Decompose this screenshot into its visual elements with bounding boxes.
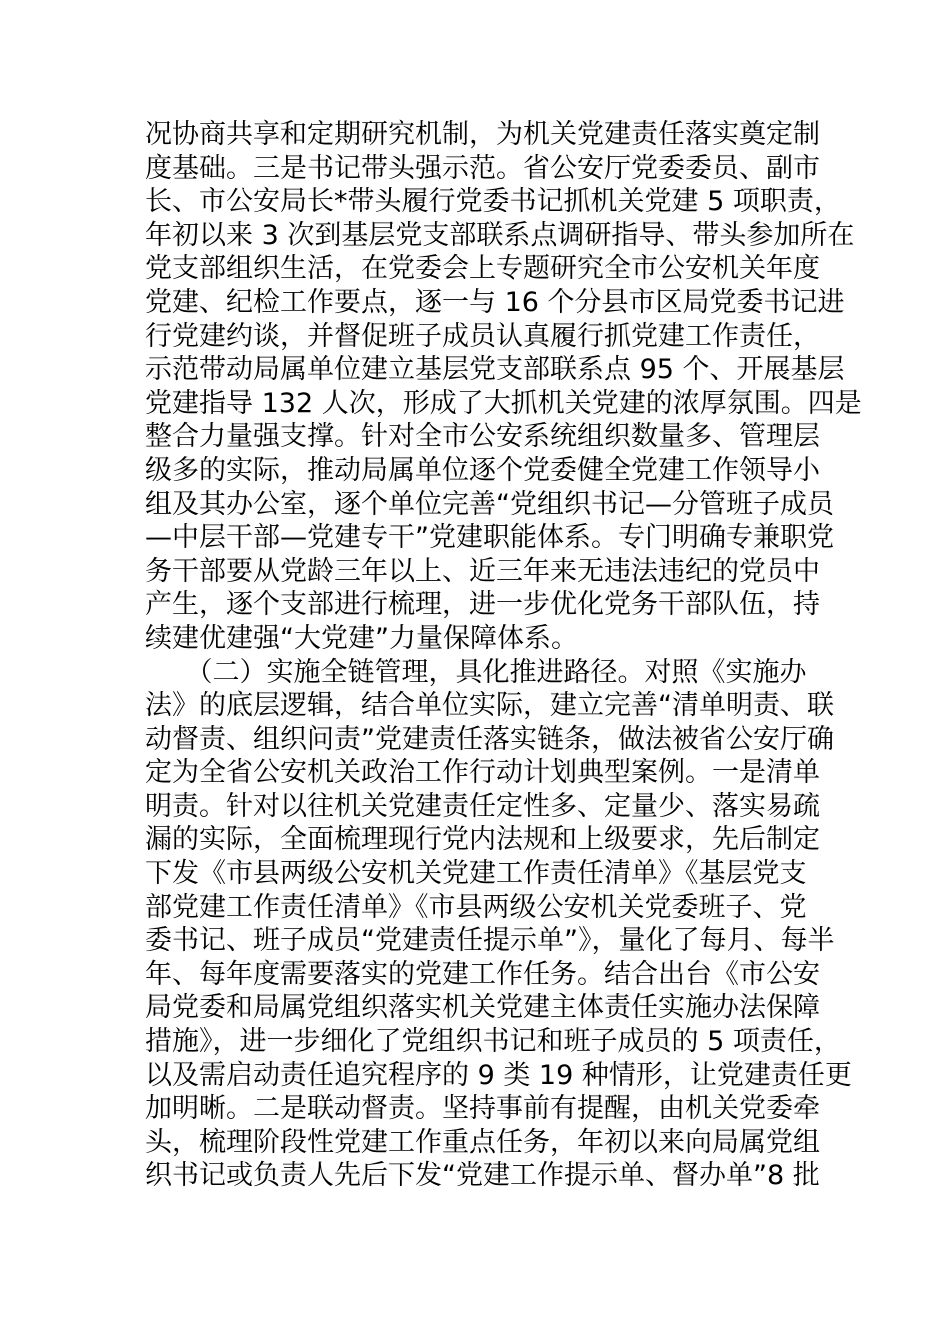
text-line: 法》的底层逻辑，结合单位实际，建立完善“清单明责、联 [145, 690, 834, 722]
text-line: 党建、纪检工作要点，逐一与 16 个分县市区局党委书记进 [145, 286, 845, 318]
text-line: 织书记或负责人先后下发“党建工作提示单、督办单”8 批 [145, 1160, 820, 1192]
text-line: 产生，逐个支部进行梳理，进一步优化党务干部队伍，持 [145, 589, 820, 621]
text-line: 整合力量强支撑。针对全市公安系统组织数量多、管理层 [145, 421, 820, 453]
text-line: 措施》，进一步细化了党组织书记和班子成员的 5 项责任， [145, 1026, 841, 1058]
text-line: 委书记、班子成员“党建责任提示单”》，量化了每月、每半 [145, 925, 835, 957]
text-line: 头，梳理阶段性党建工作重点任务，年初以来向局属党组 [145, 1126, 820, 1158]
text-line: 党建指导 132 人次，形成了大抓机关党建的浓厚氛围。四是 [145, 387, 862, 419]
text-line: 年、每年度需要落实的党建工作任务。结合出台《市公安 [145, 958, 820, 990]
section-heading-line: （二）实施全链管理，具化推进路径。对照《实施办 [145, 656, 807, 688]
body-text [145, 118, 862, 1193]
text-line: 动督责、组织问责”党建责任落实链条，做法被省公安厅确 [145, 723, 834, 755]
text-line: 年初以来 3 次到基层党支部联系点调研指导、带头参加所在 [145, 219, 855, 251]
paragraph-continuation [145, 118, 862, 656]
text-line: 务干部要从党龄三年以上、近三年来无违法违纪的党员中 [145, 555, 820, 587]
text-line: 明责。针对以往机关党建责任定性多、定量少、落实易疏 [145, 790, 820, 822]
paragraph-section-two [145, 656, 852, 1194]
text-line: 部党建工作责任清单》《市县两级公安机关党委班子、党 [145, 891, 807, 923]
text-line: 组及其办公室，逐个单位完善“党组织书记—分管班子成员 [145, 488, 834, 520]
text-line: 漏的实际，全面梳理现行党内法规和上级要求，先后制定 [145, 824, 820, 856]
text-line: 党支部组织生活，在党委会上专题研究全市公安机关年度 [145, 253, 820, 285]
text-line: 示范带动局属单位建立基层党支部联系点 95 个、开展基层 [145, 354, 845, 386]
text-line: —中层干部—党建专干”党建职能体系。专门明确专兼职党 [145, 522, 834, 554]
text-line: 定为全省公安机关政治工作行动计划典型案例。一是清单 [145, 757, 820, 789]
text-line: 续建优建强“大党建”力量保障体系。 [145, 622, 578, 654]
text-line: 况协商共享和定期研究机制，为机关党建责任落实奠定制 [145, 119, 820, 150]
text-line: 加明晰。二是联动督责。坚持事前有提醒，由机关党委牵 [145, 1093, 820, 1125]
text-line: 行党建约谈，并督促班子成员认真履行抓党建工作责任， [145, 320, 820, 352]
text-line: 长、市公安局长*带头履行党委书记抓机关党建 5 项职责， [145, 186, 841, 218]
text-line: 级多的实际，推动局属单位逐个党委健全党建工作领导小 [145, 454, 820, 486]
text-line: 下发《市县两级公安机关党建工作责任清单》《基层党支 [145, 858, 807, 890]
text-line: 局党委和局属党组织落实机关党建主体责任实施办法保障 [145, 992, 820, 1024]
text-line: 以及需启动责任追究程序的 9 类 19 种情形，让党建责任更 [145, 1059, 852, 1091]
text-line: 度基础。三是书记带头强示范。省公安厅党委委员、副市 [145, 152, 820, 184]
